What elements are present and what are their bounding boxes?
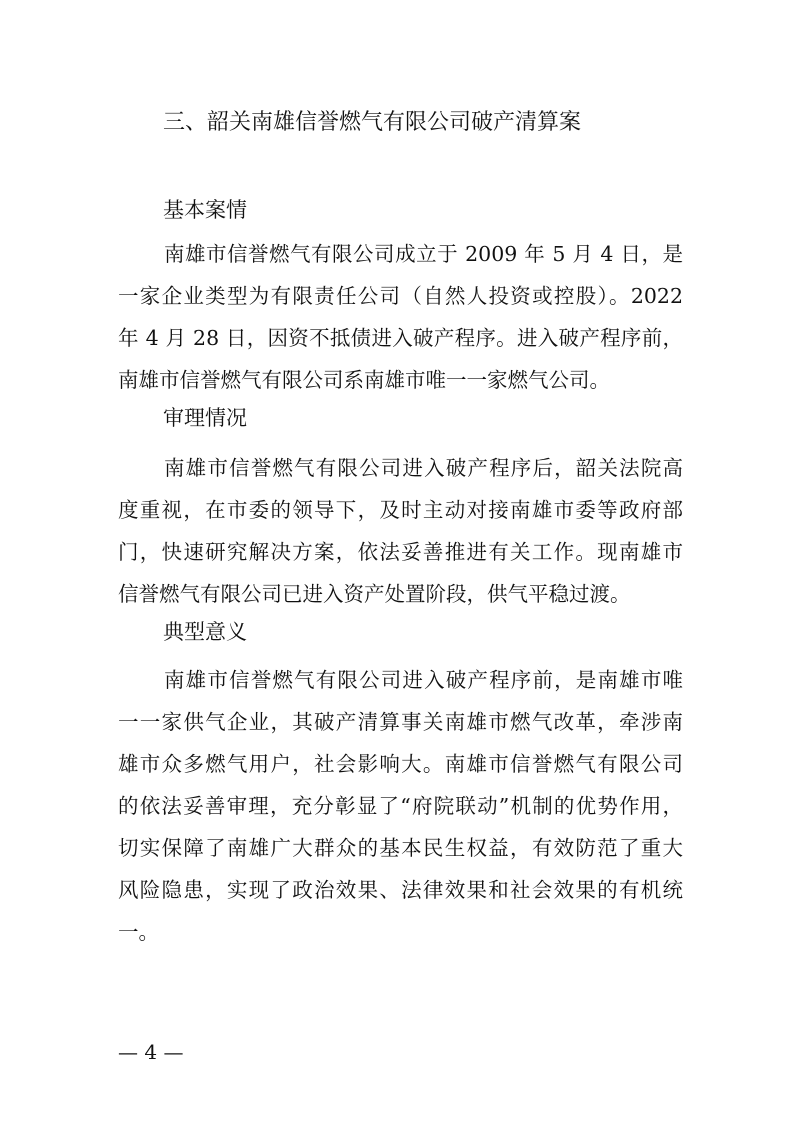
section-heading-significance: 典型意义 [163,620,247,644]
paragraph-line: 一家企业类型为有限责任公司（自然人投资或控股）。2022 [118,284,683,308]
paragraph-line: 的依法妥善审理，充分彰显了“府院联动”机制的优势作用， [118,794,683,818]
section-heading-basic-facts: 基本案情 [163,198,247,222]
paragraph-line: 门，快速研究解决方案，依法妥善推进有关工作。现南雄市 [118,540,683,564]
paragraph-line: 年 4 月 28 日，因资不抵债进入破产程序。进入破产程序前， [118,326,683,350]
section-heading-trial: 审理情况 [163,406,247,430]
paragraph-line: 南雄市信誉燃气有限公司进入破产程序前，是南雄市唯 [164,668,683,692]
paragraph-line: 一一家供气企业，其破产清算事关南雄市燃气改革，牵涉南 [118,710,683,734]
paragraph-line: 信誉燃气有限公司已进入资产处置阶段，供气平稳过渡。 [118,582,631,606]
paragraph-line: 南雄市信誉燃气有限公司系南雄市唯一一家燃气公司。 [118,368,610,392]
paragraph-line: 度重视，在市委的领导下，及时主动对接南雄市委等政府部 [118,498,683,522]
paragraph-line: 一。 [118,920,159,944]
paragraph-line: 风险隐患，实现了政治效果、法律效果和社会效果的有机统 [118,878,683,902]
paragraph-line: 南雄市信誉燃气有限公司进入破产程序后，韶关法院高 [164,456,683,480]
paragraph-line: 切实保障了南雄广大群众的基本民生权益，有效防范了重大 [118,836,683,860]
page-title: 三、韶关南雄信誉燃气有限公司破产清算案 [163,110,582,135]
paragraph-line: 南雄市信誉燃气有限公司成立于 2009 年 5 月 4 日，是 [164,242,683,266]
paragraph-line: 雄市众多燃气用户，社会影响大。南雄市信誉燃气有限公司 [118,752,683,776]
page-number: — 4 — [118,1040,184,1064]
